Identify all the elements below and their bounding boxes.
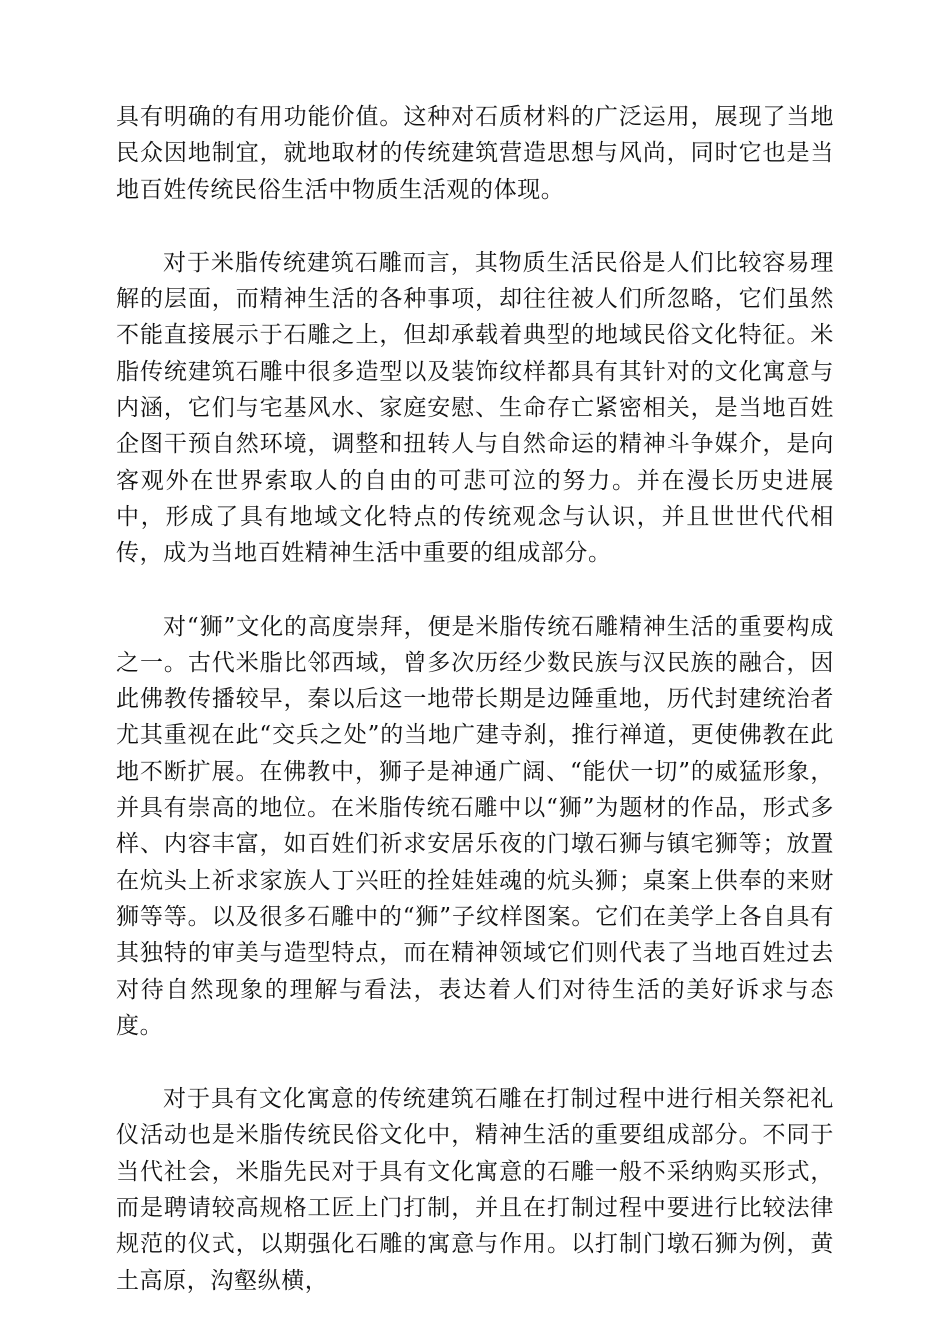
document-page	[116, 99, 834, 1299]
paragraph-2: 对于米脂传统建筑石雕而言，其物质生活民俗是人们比较容易理解的层面，而精神生活的各种事项，却往往被人们所忽略，它们虽然不能直接展示于石雕之上，但却承载着典型的地域民俗文化特征。米脂传统建筑石雕中很多造型以及装饰纹样都具有其针对的文化寓意与内涵，它们与宅基风水、家庭安慰、生命存亡紧密相关，是当地百姓企图干预自然环境，调整和扭转人与自然命运的精神斗争媒介，是向客观外在世界索取人的自由的可悲可泣的努力。并在漫长历史进展中，形成了具有地域文化特点的传统观念与认识，并且世世代代相传，成为当地百姓精神生活中重要的组成部分。	[116, 249, 834, 567]
paragraph-1: 具有明确的有用功能价值。这种对石质材料的广泛运用，展现了当地民众因地制宜，就地取材的传统建筑营造思想与风尚，同时它也是当地百姓传统民俗生活中物质生活观的体现。	[116, 104, 834, 203]
paragraph-4: 对于具有文化寓意的传统建筑石雕在打制过程中进行相关祭祀礼仪活动也是米脂传统民俗文化中，精神生活的重要组成部分。不同于当代社会，米脂先民对于具有文化寓意的石雕一般不采纳购买形式，而是聘请较高规格工匠上门打制，并且在打制过程中要进行比较法律规范的仪式，以期强化石雕的寓意与作用。以打制门墩石狮为例，黄土高原，沟壑纵横，	[116, 1086, 834, 1294]
paragraph-3: 对“狮”文化的高度崇拜，便是米脂传统石雕精神生活的重要构成之一。古代米脂比邻西域，曾多次历经少数民族与汉民族的融合，因此佛教传播较早，秦以后这一地带长期是边陲重地，历代封建统治者尤其重视在此“交兵之处”的当地广建寺刹，推行禅道，更使佛教在此地不断扩展。在佛教中，狮子是神通广阔、“能伏一切”的威猛形象，并具有崇高的地位。在米脂传统石雕中以“狮”为题材的作品，形式多样、内容丰富，如百姓们祈求安居乐夜的门墩石狮与镇宅狮等；放置在炕头上祈求家族人丁兴旺的拴娃娃魂的炕头狮；桌案上供奉的来财狮等等。以及很多石雕中的“狮”子纹样图案。它们在美学上各自具有其独特的审美与造型特点，而在精神领域它们则代表了当地百姓过去对待自然现象的理解与看法，表达着人们对待生活的美好诉求与态度。	[116, 613, 834, 1039]
